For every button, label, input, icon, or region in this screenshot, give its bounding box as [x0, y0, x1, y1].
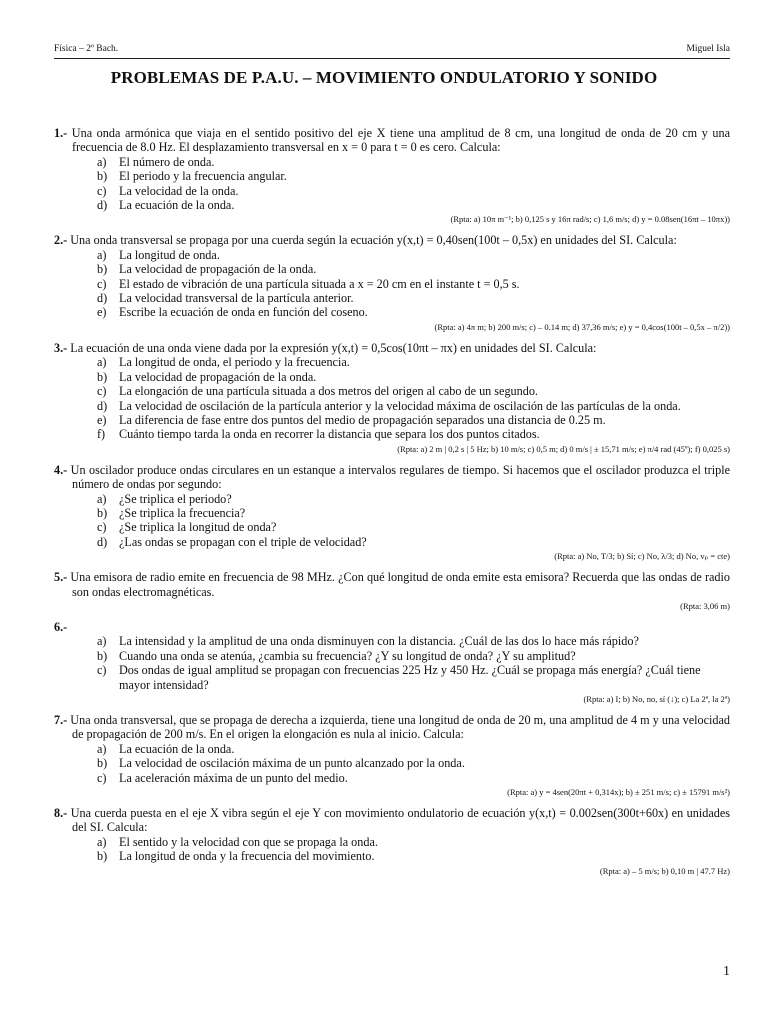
header-author: Miguel Isla: [686, 44, 730, 54]
list-item: [54, 291, 730, 305]
list-item: [54, 355, 730, 369]
item-letter: a): [97, 741, 107, 756]
item-letter: e): [97, 305, 107, 320]
item-text: La intensidad y la amplitud de una onda disminuyen con la distancia. ¿Cuál de las dos lo hace más rápido?: [119, 634, 639, 649]
list-item: [54, 492, 730, 506]
page-number: 1: [723, 964, 730, 979]
item-letter: d): [97, 291, 108, 306]
problem-text: Un oscilador produce ondas circulares en un estanque a intervalos regulares de tiempo. Si hacemos que el oscilador produzca el triple número de ondas por segundo:: [70, 462, 731, 492]
answer-line: (Rpta: a) 4π m; b) 200 m/s; c) – 0.14 m; d) 37,36 m/s; e) y = 0,4cos(100t – 0,5x – π/2)): [434, 321, 730, 332]
item-letter: d): [97, 534, 108, 549]
item-letter: b): [97, 849, 108, 864]
list-item: [54, 535, 730, 549]
list-item: [54, 384, 730, 398]
problem-items: [54, 492, 730, 550]
answer-line: (Rpta: a) 10π m⁻¹; b) 0,125 s y 16π rad/s; c) 1,6 m/s; d) y = 0.08sen(16πt – 10πx)): [450, 214, 730, 225]
header-subject: Física – 2º Bach.: [54, 44, 119, 54]
problem-text: Una cuerda puesta en el eje X vibra según el eje Y con movimiento ondulatorio de ecuación y(x,t) = 0.002sen(300t+60x) en unidades del SI. Calcula:: [70, 806, 730, 835]
problem-number: 5.-: [54, 570, 68, 585]
problem-3: [54, 341, 730, 455]
problem-items: [54, 355, 730, 441]
item-text: La velocidad de propagación de la onda.: [119, 369, 317, 384]
item-text: El periodo y la frecuencia angular.: [119, 169, 287, 184]
list-item: [54, 427, 730, 441]
list-item: [54, 634, 730, 648]
problem-items: [54, 248, 730, 320]
item-text: La velocidad de la onda.: [119, 183, 239, 198]
problem-text: Una onda transversal, que se propaga de derecha a izquierda, tiene una longitud de onda de 20 m, una amplitud de 4 m y una velocidad de propagación de 200 m/s. En el origen la elongación es nula al inicio. Calcula:: [70, 713, 731, 742]
item-text: La diferencia de fase entre dos puntos del medio de propagación separados una distancia de 0.25 m.: [119, 412, 606, 427]
list-item: [54, 370, 730, 384]
problem-number: 7.-: [54, 713, 68, 727]
list-item: [54, 649, 730, 663]
item-letter: b): [97, 505, 108, 520]
item-text: La ecuación de la onda.: [119, 198, 235, 213]
list-item: [54, 155, 730, 169]
problem-items: [54, 155, 730, 213]
list-item: [54, 262, 730, 276]
list-item: [54, 413, 730, 427]
problem-statement: [54, 126, 730, 155]
problem-items: [54, 742, 730, 785]
item-letter: b): [97, 756, 108, 771]
answer-line: (Rpta: 3,06 m): [680, 600, 730, 611]
item-letter: d): [97, 398, 108, 413]
item-letter: a): [97, 247, 107, 262]
item-letter: b): [97, 262, 108, 277]
answer-line: (Rpta: a) – 5 m/s; b) 0,10 m | 47.7 Hz): [599, 865, 730, 876]
item-letter: d): [97, 198, 108, 213]
problem-list: [54, 126, 730, 885]
item-text: Cuando una onda se atenúa, ¿cambia su frecuencia? ¿Y su longitud de onda? ¿Y su amplitud?: [119, 648, 576, 663]
problem-statement: [54, 570, 730, 599]
item-text: ¿Las ondas se propagan con el triple de velocidad?: [119, 534, 367, 549]
problem-items: [54, 835, 730, 864]
item-letter: a): [97, 154, 107, 169]
answer-line: (Rpta: a) I; b) No, no, sí (↓); c) La 2ª, la 2ª): [583, 694, 730, 704]
answer-line: (Rpta: a) y = 4sen(20πt + 0,314x); b) ± 251 m/s; c) ± 15791 m/s²): [507, 787, 730, 798]
problem-7: [54, 713, 730, 798]
item-letter: c): [97, 770, 107, 785]
problem-statement: [54, 713, 730, 742]
list-item: [54, 277, 730, 291]
problem-statement: [54, 463, 730, 492]
item-letter: a): [97, 634, 107, 649]
item-letter: a): [97, 491, 107, 506]
list-item: [54, 756, 730, 770]
problem-statement: [54, 806, 730, 835]
problem-items: [54, 634, 730, 692]
list-item: [54, 520, 730, 534]
problem-2: [54, 233, 730, 332]
item-letter: a): [97, 834, 107, 849]
problem-text: Una onda armónica que viaja en el sentido positivo del eje X tiene una amplitud de 8 cm, una longitud de onda de 20 cm y una frecuencia de 8.0 Hz. El desplazamiento transversal en x = 0 para t = 0 es cero. Calcula:: [71, 126, 731, 155]
list-item: [54, 399, 730, 413]
page-title: PROBLEMAS DE P.A.U. – MOVIMIENTO ONDULATORIO Y SONIDO: [110, 68, 658, 87]
problem-number: 6.-: [54, 619, 68, 634]
item-text: La longitud de onda y la frecuencia del movimiento.: [119, 849, 375, 864]
list-item: [54, 184, 730, 198]
item-text: La elongación de una partícula situada a dos metros del origen al cabo de un segundo.: [119, 384, 538, 399]
problem-statement: [54, 620, 730, 634]
problem-6: [54, 620, 730, 705]
item-letter: c): [97, 384, 107, 399]
problem-statement: [54, 233, 730, 247]
list-item: [54, 198, 730, 212]
problem-text: Una emisora de radio emite en frecuencia de 98 MHz. ¿Con qué longitud de onda emite esta emisora? Recuerda que las ondas de radio son ondas electromagnéticas.: [70, 570, 730, 599]
problem-number: 3.-: [54, 340, 68, 355]
item-letter: c): [97, 520, 107, 535]
problem-text: Una onda transversal se propaga por una cuerda según la ecuación y(x,t) = 0,40sen(100t – 0,5x) en unidades del SI. Calcula:: [70, 233, 677, 248]
page-header: [54, 44, 730, 59]
item-letter: e): [97, 412, 107, 427]
problem-statement: [54, 341, 730, 355]
problem-number: 8.-: [54, 806, 68, 821]
problem-text: La ecuación de una onda viene dada por la expresión y(x,t) = 0,5cos(10πt – πx) en unidades del SI. Calcula:: [70, 340, 597, 355]
item-text: ¿Se triplica el periodo?: [119, 491, 232, 506]
list-item: [54, 663, 730, 692]
item-text: La longitud de onda.: [119, 247, 220, 262]
list-item: [54, 771, 730, 785]
problem-4: [54, 463, 730, 562]
list-item: [54, 835, 730, 849]
list-item: [54, 305, 730, 319]
item-text: La velocidad de propagación de la onda.: [119, 262, 317, 277]
item-text: El sentido y la velocidad con que se propaga la onda.: [119, 834, 378, 849]
list-item: [54, 506, 730, 520]
item-text: La velocidad transversal de la partícula anterior.: [119, 291, 354, 306]
item-letter: b): [97, 369, 108, 384]
item-text: La longitud de onda, el periodo y la frecuencia.: [119, 355, 350, 370]
list-item: [54, 248, 730, 262]
item-letter: b): [97, 169, 108, 184]
list-item: [54, 849, 730, 863]
item-text: Cuánto tiempo tarda la onda en recorrer la distancia que separa los dos puntos citados.: [119, 427, 540, 442]
item-text: La aceleración máxima de un punto del medio.: [119, 770, 348, 785]
item-text: ¿Se triplica la frecuencia?: [119, 505, 246, 520]
item-text: Dos ondas de igual amplitud se propagan con frecuencias 225 Hz y 450 Hz. ¿Cuál se propaga más energía? ¿Cuál tiene mayor intensidad?: [119, 663, 701, 692]
list-item: [54, 742, 730, 756]
item-letter: c): [97, 276, 107, 291]
item-text: El estado de vibración de una partícula situada a x = 20 cm en el instante t = 0,5 s.: [119, 276, 520, 291]
problem-number: 2.-: [54, 233, 68, 248]
item-text: La ecuación de la onda.: [119, 741, 235, 756]
item-text: La velocidad de oscilación máxima de un punto alcanzado por la onda.: [119, 756, 465, 771]
problem-number: 1.-: [54, 126, 68, 140]
list-item: [54, 169, 730, 183]
item-letter: b): [97, 648, 108, 663]
problem-8: [54, 806, 730, 877]
answer-line: (Rpta: a) No, T/3; b) Sí; c) No, λ/3; d) No, vₚ = cte): [554, 551, 730, 562]
item-letter: c): [97, 183, 107, 198]
answer-line: (Rpta: a) 2 m | 0,2 s | 5 Hz; b) 10 m/s; c) 0,5 m; d) 0 m/s | ± 15,71 m/s; e) π/4 rad (45º); f) 0,025 s): [397, 443, 730, 454]
item-letter: a): [97, 355, 107, 370]
item-letter: f): [97, 427, 106, 442]
problem-number: 4.-: [54, 462, 68, 477]
item-letter: c): [97, 663, 107, 678]
problem-5: [54, 570, 730, 612]
item-text: La velocidad de oscilación de la partícula anterior y la velocidad máxima de oscilación de las partículas de la onda.: [119, 398, 681, 413]
item-text: El número de onda.: [119, 154, 215, 169]
problem-1: [54, 126, 730, 225]
item-text: Escribe la ecuación de onda en función del coseno.: [119, 305, 368, 320]
item-text: ¿Se triplica la longitud de onda?: [119, 520, 277, 535]
